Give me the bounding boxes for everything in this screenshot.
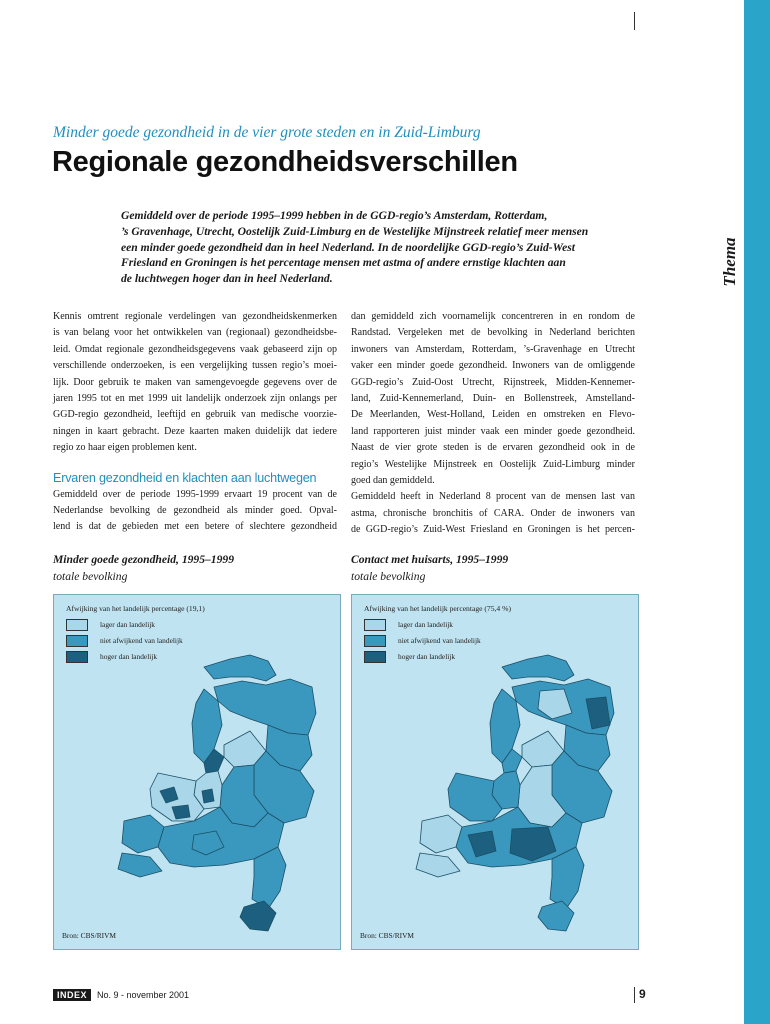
figure-title-right: Contact met huisarts, 1995–1999 [351, 553, 509, 566]
legend-swatch [364, 651, 386, 663]
body-line: Gemiddeld over de periode 1995-1999 ervaart 19 procent van de [53, 488, 337, 500]
page-number: 9 [639, 987, 646, 1001]
body-line: regio zo haar eigen problemen kent. [53, 442, 197, 454]
map-panel-gp-contact [351, 594, 639, 950]
legend-label: lager dan landelijk [100, 620, 155, 629]
right-column [351, 309, 635, 539]
top-rule [634, 12, 635, 30]
map-caption: Afwijking van het landelijk percentage (75,4 %) [364, 604, 511, 613]
body-line: Nederlandse bevolking de gezondheid als minder goed. Opval- [53, 505, 337, 517]
body-line: is van belang voor het ontwikkelen van (regionaal) gezondheidsbe- [53, 327, 337, 339]
map-source: Bron: CBS/RIVM [360, 931, 415, 940]
legend-label: hoger dan landelijk [100, 652, 158, 661]
body-line: lend is dat de gebieden met een betere of slechtere gezondheid [53, 521, 337, 533]
figure-subtitle-left: totale bevolking [53, 570, 128, 583]
body-line: GGD-regio gezondheid, leeftijd en gebruik van medische voorzie- [53, 409, 337, 421]
body-line: lijk. Door gebruik te maken van samengevoegde gegevens over de [53, 376, 337, 388]
netherlands-map-health [54, 595, 340, 949]
issue-info: No. 9 - november 2001 [97, 990, 190, 1000]
legend-label: lager dan landelijk [398, 620, 453, 629]
lead-line: Friesland en Groningen is het percentage mensen met astma of andere ernstige klachten aan [121, 256, 566, 270]
legend-swatch [66, 619, 88, 631]
body-line: dan gemiddeld zich voornamelijk concentreren in en rondom de [351, 311, 635, 322]
body-line: vaker een minder goede gezondheid. Inwoners van de omliggende [351, 360, 635, 372]
body-line: goed dan gemiddeld. [351, 475, 435, 487]
page-title: Regionale gezondheidsverschillen [52, 146, 518, 178]
body-line: inwoners van Amsterdam, Rotterdam, ’s-Gravenhage en Utrecht [351, 343, 635, 355]
figure-title-left: Minder goede gezondheid, 1995–1999 [53, 553, 234, 566]
side-color-bar [744, 0, 770, 1024]
body-line: De Meerlanden, West-Holland, Leiden en omstreken en Flevo- [351, 409, 635, 421]
body-line: verschillende onderzoeken, is een vergelijking tussen regio’s moei- [53, 360, 337, 372]
legend-label: niet afwijkend van landelijk [398, 636, 481, 645]
body-line: Kennis omtrent regionale verdelingen van gezondheidskenmerken [53, 311, 337, 322]
body-line: astma, chronische bronchitis of CARA. Onder de inwoners van [351, 507, 635, 519]
body-line: Gemiddeld heeft in Nederland 8 procent van de mensen last van [351, 491, 635, 503]
body-line: jaren 1995 tot en met 1999 uit landelijk onderzoek zijn onlangs per [53, 393, 337, 405]
netherlands-map-gp-contact [352, 595, 638, 949]
left-column [53, 309, 337, 536]
body-line: land, Zuid-Kennemerland, Duin- en Bollenstreek, Amstelland- [351, 393, 635, 405]
lead-line: Gemiddeld over de periode 1995–1999 hebben in de GGD-regio’s Amsterdam, Rotterdam, [121, 209, 548, 222]
legend-swatch [364, 635, 386, 647]
lead-paragraph [121, 208, 631, 287]
legend-label: hoger dan landelijk [398, 652, 456, 661]
body-line: de GGD-regio’s Zuid-West Friesland en Groningen is het percen- [351, 524, 635, 536]
body-line: ningen in kaart gebracht. Deze kaarten maken duidelijk dat iedere [53, 425, 337, 437]
body-line: leid. Omdat regionale gezondheidsgegevens vaak gebaseerd zijn op [53, 343, 337, 355]
figure-subtitle-right: totale bevolking [351, 570, 426, 583]
legend-label: niet afwijkend van landelijk [100, 636, 183, 645]
legend-swatch [364, 619, 386, 631]
map-source: Bron: CBS/RIVM [62, 931, 117, 940]
legend-swatch [66, 651, 88, 663]
body-line: Randstad. Vergeleken met de bevolking in Nederland berichten [351, 327, 635, 339]
page-number-rule [634, 987, 635, 1003]
map-caption: Afwijking van het landelijk percentage (19,1) [66, 604, 205, 613]
body-line: land rapporteren juist minder vaak een minder goede gezondheid. [351, 425, 635, 437]
kicker: Minder goede gezondheid in de vier grote steden en in Zuid-Limburg [53, 124, 481, 141]
body-line: Naast de vier grote steden is de ervaren gezondheid ook in de [351, 442, 635, 454]
section-heading: Ervaren gezondheid en klachten aan luchtwegen [53, 470, 317, 485]
body-line: GGD-regio’s Zuid-Oost Utrecht, Rijnstreek, Midden-Kennemer- [351, 376, 635, 388]
lead-line: een minder goede gezondheid dan in heel Nederland. In de noordelijke GGD-regio’s Zuid-West [121, 240, 575, 254]
lead-line: ’s Gravenhage, Utrecht, Oostelijk Zuid-Limburg en de Westelijke Mijnstreek relatief meer mensen [121, 224, 589, 238]
map-panel-health [53, 594, 341, 950]
lead-line: de luchtwegen hoger dan in heel Nederland. [121, 272, 333, 286]
magazine-logo: INDEX [53, 989, 91, 1001]
body-line: regio’s Westelijke Mijnstreek en Oostelijk Zuid-Limburg minder [351, 458, 635, 470]
legend-swatch [66, 635, 88, 647]
section-label: Thema [720, 237, 739, 287]
